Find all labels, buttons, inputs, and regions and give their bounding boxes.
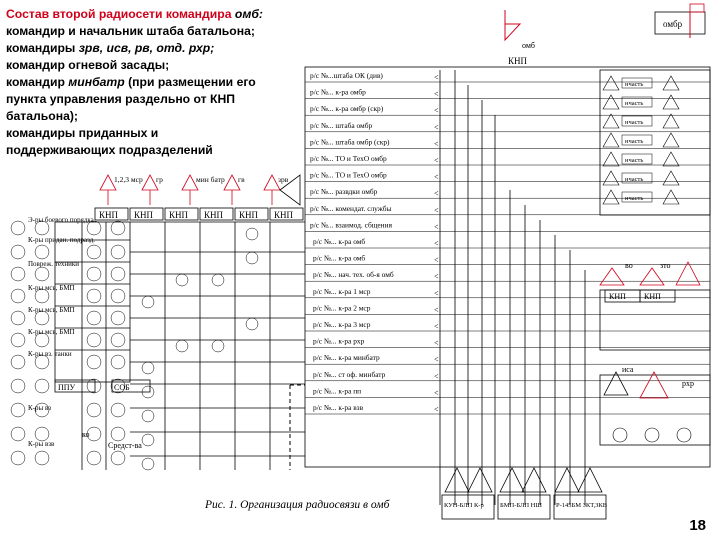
- right-row-triangle: [603, 95, 619, 109]
- unit-flag-label: гр: [156, 175, 163, 184]
- right-row-label: нчасть: [625, 157, 644, 164]
- radio-circle: [11, 311, 25, 325]
- knp-label: КНП: [239, 210, 259, 220]
- radio-circle: [87, 355, 101, 369]
- left-role-label: Повреж. техники: [28, 260, 80, 268]
- radio-circle: [111, 267, 125, 281]
- right-row-triangle: [603, 190, 619, 204]
- knp-label: КНП: [204, 210, 224, 220]
- right-vo-label: во: [625, 261, 633, 270]
- intro-italic-units: зрв, исв, рв, отд. рхр;: [78, 41, 215, 55]
- channel-arrow: <: [434, 355, 439, 365]
- left-bottom-sredstva: Средст-ва: [108, 441, 142, 450]
- right-row-label: нчасть: [625, 176, 644, 183]
- intro-line-4: командир: [6, 75, 65, 89]
- channel-arrow: <: [434, 255, 439, 265]
- radio-circle: [35, 451, 49, 465]
- channel-arrow: <: [434, 338, 439, 348]
- knp-row: [95, 208, 303, 220]
- left-role-label: К-ры мсв, БМП: [28, 328, 75, 336]
- left-bottom-ko: ко: [82, 430, 90, 439]
- intro-minbatr-tail: (при размещении его: [128, 75, 256, 89]
- radio-circle: [111, 245, 125, 259]
- intro-italic-minbatr: минбатр: [68, 75, 125, 89]
- knp-label: КНП: [274, 210, 294, 220]
- right-row-triangle-2: [663, 133, 679, 147]
- radio-circle: [142, 362, 154, 374]
- channel-arrow: <: [434, 405, 439, 414]
- channel-arrow: <: [434, 172, 439, 182]
- channel-row-label: р/с №...штаба ОК (див): [310, 71, 383, 80]
- unit-flag-label: зрв: [278, 175, 289, 184]
- radio-circle: [142, 410, 154, 422]
- radio-circle: [35, 245, 49, 259]
- channel-row-label: р/с №... к-ра взв: [313, 403, 364, 412]
- figure-caption: Рис. 1. Организация радиосвязи в омб: [205, 499, 390, 511]
- right-row-triangle: [603, 133, 619, 147]
- intro-line-3: командир огневой засады;: [6, 58, 170, 72]
- channel-arrow: <: [434, 371, 439, 381]
- radio-circle: [87, 221, 101, 235]
- channel-arrow: <: [434, 239, 439, 248]
- radio-circle: [111, 289, 125, 303]
- left-role-label: К-ры мсв, БМП: [28, 306, 75, 314]
- right-row-label: нчасть: [625, 81, 644, 88]
- radio-circle: [246, 318, 258, 330]
- left-roles: [28, 216, 95, 448]
- right-row-triangle-2: [663, 171, 679, 185]
- right-row-triangle-2: [663, 152, 679, 166]
- channel-arrow: <: [434, 388, 439, 398]
- left-role-label: К-ры мсв, БМП: [28, 284, 75, 292]
- right-row-label: нчасть: [625, 100, 644, 107]
- radio-circle: [11, 379, 25, 393]
- ombr-flag: [690, 4, 704, 12]
- radio-circle: [246, 252, 258, 264]
- channel-arrow: <: [434, 156, 439, 165]
- left-circles: [11, 221, 258, 470]
- radio-circle: [11, 221, 25, 235]
- radio-circle: [35, 379, 49, 393]
- channel-row-label: р/с №... к-ра омбр: [310, 87, 366, 97]
- radio-circle: [11, 289, 25, 303]
- right-knp-1: КНП: [609, 292, 626, 301]
- radio-circle: [111, 427, 125, 441]
- channel-arrow: <: [434, 89, 439, 99]
- channel-row-label: р/с №... к-ра рхр: [313, 336, 365, 346]
- intro-title-unit: омб:: [234, 7, 263, 21]
- intro-line-5: пункта управления раздельно от КНП: [6, 92, 236, 106]
- channel-row-label: р/с №... ТО и ТехО омбр: [310, 170, 387, 180]
- left-role-label: К-ры взв: [28, 440, 55, 448]
- left-role-label: К-ры придан. подразд.: [28, 236, 96, 244]
- channel-row-label: р/с №... ТО и ТехО омбр: [310, 154, 387, 163]
- intro-line-2: командиры: [6, 41, 76, 55]
- radio-circle: [87, 245, 101, 259]
- vertical-bus-lines: [440, 70, 585, 505]
- channel-row-label: р/с №... к-ра омб: [313, 237, 366, 246]
- intro-title: Состав второй радиосети командира: [6, 7, 232, 21]
- channel-row-label: р/с №... взаимод. сбщения: [310, 220, 392, 230]
- channel-row-label: р/с №... к-ра омбр (скр): [310, 104, 384, 114]
- channel-row-label: р/с №... к-ра 2 мср: [313, 303, 371, 313]
- radio-circle: [142, 458, 154, 470]
- radio-circle: [176, 274, 188, 286]
- radio-circle: [212, 274, 224, 286]
- radio-circle: [111, 355, 125, 369]
- channel-arrow: <: [434, 205, 439, 215]
- channel-arrow: <: [434, 73, 439, 82]
- kop-label: КНП: [508, 56, 528, 66]
- right-row-triangle-2: [663, 190, 679, 204]
- radio-circle: [11, 355, 25, 369]
- radio-circle: [11, 427, 25, 441]
- channel-arrow: <: [434, 222, 439, 232]
- channel-arrow: <: [434, 106, 439, 116]
- left-role-label: К-ры вз: [28, 404, 52, 412]
- channel-row-label: р/с №... штаба омбр (скр): [310, 137, 390, 147]
- radio-circle: [87, 311, 101, 325]
- right-row-triangle: [603, 152, 619, 166]
- channel-row-label: р/с №... развдки омбр: [310, 187, 378, 197]
- right-row-label: нчасть: [625, 119, 644, 126]
- radio-circle: [111, 221, 125, 235]
- channel-row-label: р/с №... к-ра пп: [313, 386, 362, 396]
- radio-circle: [111, 403, 125, 417]
- radio-circle: [35, 267, 49, 281]
- channel-row-label: р/с №... к-ра 3 мср: [313, 320, 371, 329]
- channel-row-label: р/с №... к-ра омб: [313, 253, 366, 263]
- radio-circle: [87, 333, 101, 347]
- right-row-triangle-2: [663, 95, 679, 109]
- right-lower-panel: [600, 261, 710, 445]
- left-grid: [55, 222, 305, 470]
- intro-line-7: командиры приданных и: [6, 126, 159, 140]
- left-bottom: [55, 380, 305, 470]
- right-row-label: нчасть: [625, 138, 644, 145]
- station-3: Р-145БМ ЗКТ,ЗКВ: [556, 502, 608, 509]
- omb-flag-label: омб: [522, 41, 535, 50]
- right-rhr-label: рхр: [682, 379, 694, 388]
- channel-row-label: р/с №... к-ра минбатр: [313, 353, 380, 363]
- radio-circle: [246, 228, 258, 240]
- radio-circle: [87, 403, 101, 417]
- channel-row-label: р/с №... к-ра 1 мср: [313, 286, 371, 296]
- channel-arrow: <: [434, 272, 439, 282]
- left-role-label: Э-ры боевого порядка: [28, 216, 94, 224]
- right-row-triangle-2: [663, 76, 679, 90]
- knp-label: КНП: [134, 210, 154, 220]
- omb-flag: [505, 10, 520, 40]
- left-role-label: К-ры вз. танки: [28, 350, 72, 358]
- channel-row-label: р/с №... нач. тех. об-я омб: [313, 270, 394, 280]
- station-1: КУН-БЛП К-р: [444, 502, 484, 509]
- radio-circle: [142, 434, 154, 446]
- radio-circle: [11, 245, 25, 259]
- ombr-label: омбр: [663, 19, 683, 29]
- radio-circle: [176, 340, 188, 352]
- radio-circle: [111, 451, 125, 465]
- unit-flag-label: гв: [238, 175, 245, 184]
- right-row-triangle: [603, 76, 619, 90]
- unit-flag-label: мин батр: [196, 175, 225, 184]
- channel-arrow: <: [434, 122, 439, 132]
- channel-arrow: <: [434, 139, 439, 149]
- right-panel: [600, 70, 710, 215]
- radio-circle: [142, 296, 154, 308]
- unit-groups-top: [100, 175, 300, 205]
- channel-row-label: р/с №... ст оф. минбатр: [313, 369, 386, 379]
- radio-circle: [11, 333, 25, 347]
- left-bottom-ppu: ППУ: [58, 383, 76, 392]
- radio-circle: [87, 379, 101, 393]
- unit-flag-label: 1,2,3 мср: [114, 175, 143, 184]
- knp-label: КНП: [99, 210, 119, 220]
- channel-arrow: <: [434, 322, 439, 331]
- channel-arrow: <: [434, 305, 439, 315]
- station-2: БМП-БЛП НШ: [500, 502, 542, 509]
- right-isa-label: иса: [622, 365, 634, 374]
- radio-circle: [212, 340, 224, 352]
- channel-arrow: <: [434, 189, 439, 199]
- radio-circle: [11, 451, 25, 465]
- channel-rows: [305, 71, 710, 414]
- right-row-triangle: [603, 114, 619, 128]
- radio-circle: [87, 451, 101, 465]
- radio-circle: [87, 289, 101, 303]
- radio-circle: [87, 267, 101, 281]
- channel-row-label: р/с №... комендат. службы: [310, 203, 392, 213]
- intro-line-8: поддерживающих подразделений: [6, 143, 213, 157]
- right-row-triangle-2: [663, 114, 679, 128]
- knp-label: КНП: [169, 210, 189, 220]
- right-zto-label: зто: [660, 261, 671, 270]
- radio-circle: [11, 403, 25, 417]
- intro-line-1: командир и начальник штаба батальона;: [6, 24, 255, 38]
- right-row-triangle: [603, 171, 619, 185]
- channel-arrow: <: [434, 288, 439, 298]
- right-knp-2: КНП: [644, 292, 661, 301]
- right-row-label: нчасть: [625, 195, 644, 202]
- channel-row-label: р/с №... штаба омбр: [310, 120, 373, 130]
- radio-circle: [111, 311, 125, 325]
- page-number: 18: [689, 517, 706, 534]
- radio-circle: [11, 267, 25, 281]
- intro-line-6: батальона);: [6, 109, 78, 123]
- radio-circle: [35, 427, 49, 441]
- left-bottom-sob: СОБ: [114, 383, 130, 392]
- radio-circle: [111, 333, 125, 347]
